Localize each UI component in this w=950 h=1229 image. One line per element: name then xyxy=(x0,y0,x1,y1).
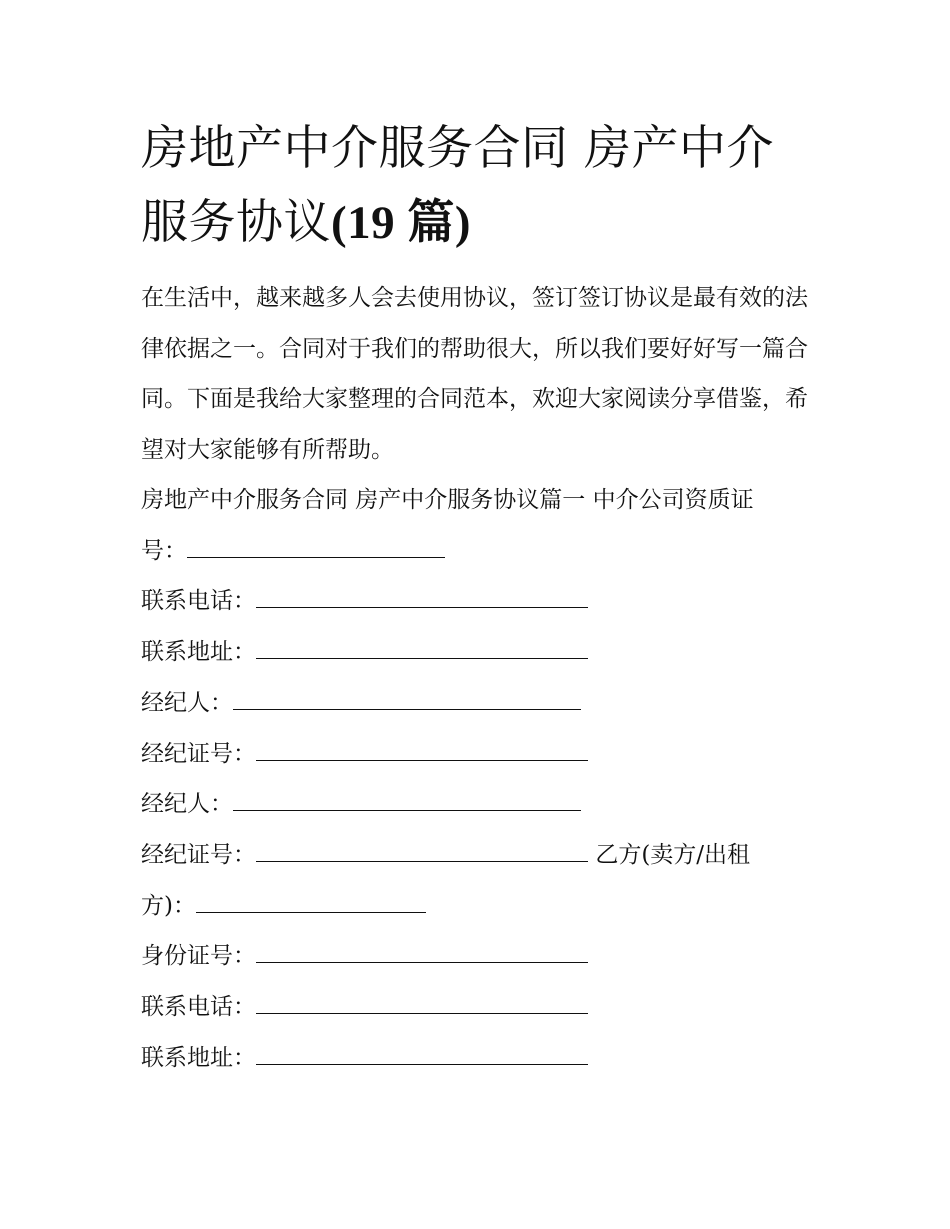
blank-line xyxy=(256,742,588,761)
field-address xyxy=(141,1033,821,1084)
section-heading: 房地产中介服务合同 房产中介服务协议篇一 中介公司资质证 xyxy=(141,487,754,513)
field-label: 联系地址： xyxy=(141,639,256,666)
title-line-1: 房地产中介服务合同 房产中介 xyxy=(141,121,774,176)
field-agent xyxy=(141,779,821,830)
field-agent-cert xyxy=(141,729,821,780)
blank-line xyxy=(256,995,588,1014)
blank-line xyxy=(256,944,588,963)
field-label: 联系电话： xyxy=(141,994,256,1021)
field-label: 乙方(卖方/出租 xyxy=(595,841,751,868)
field-label: 经纪证号： xyxy=(141,740,256,767)
blank-line xyxy=(233,792,581,811)
blank-line xyxy=(256,843,588,862)
blank-line xyxy=(187,539,445,558)
field-label: 方)： xyxy=(141,892,196,919)
field-phone xyxy=(141,576,821,627)
blank-line xyxy=(256,1046,588,1065)
field-label: 经纪人： xyxy=(141,689,233,716)
field-cert-no xyxy=(141,526,821,577)
intro-paragraph: 在生活中，越来越多人会去使用协议，签订签订协议是最有效的法律依据之一。合同对于我们的帮助很大，所以我们要好好写一篇合同。下面是我给大家整理的合同范本，欢迎大家阅读分享借鉴，希望对大家能够有所帮助。 xyxy=(141,285,808,463)
field-label: 经纪证号： xyxy=(141,841,256,868)
field-id-no xyxy=(141,931,821,982)
field-address xyxy=(141,627,821,678)
field-party-b xyxy=(141,881,821,932)
blank-line xyxy=(233,691,581,710)
blank-line xyxy=(256,589,588,608)
field-label: 联系电话： xyxy=(141,588,256,615)
blank-line xyxy=(196,894,426,913)
field-phone xyxy=(141,982,821,1033)
field-agent-cert xyxy=(141,830,821,881)
document-title xyxy=(141,112,821,260)
field-label: 联系地址： xyxy=(141,1044,256,1071)
document-page xyxy=(141,112,821,1083)
field-agent xyxy=(141,678,821,729)
field-label: 身份证号： xyxy=(141,943,256,970)
title-count: (19 篇) xyxy=(331,197,472,249)
field-label: 号： xyxy=(141,537,187,564)
blank-line xyxy=(256,640,588,659)
field-label: 经纪人： xyxy=(141,791,233,818)
title-line-2: 服务协议 xyxy=(141,195,331,250)
